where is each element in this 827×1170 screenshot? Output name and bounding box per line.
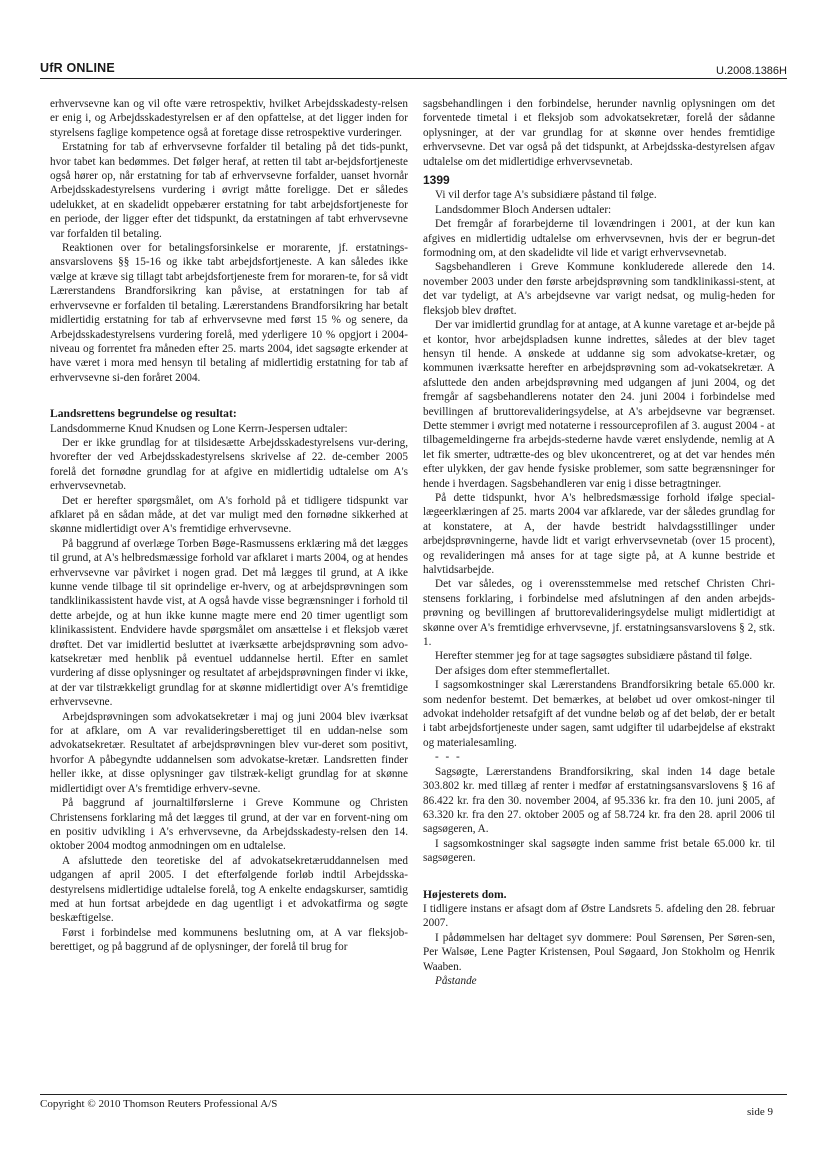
paragraph: I sagsomkostninger skal sagsøgte inden samme frist betale 65.000 kr. til sagsøgeren. (423, 837, 775, 865)
paragraph: Der er ikke grundlag for at tilsidesætte Arbejdsskadestyrelsens vur-dering, hvorefter der ved Arbejdsskadestyrelsens skrivelse af 22. de-cember 2005 forelå det fornødne grundlag for at afgive en midlertidig udtalelse om A's erhvervsevnetab. (50, 436, 408, 493)
paragraph: Der var imidlertid grundlag for at antage, at A kunne varetage et ar-bejde på et kontor, hvor arbejdspladsen kunne indrettes, således at der blev taget hensyn til hende. A ønskede at uddanne sig som advokatse-kretær, og kommunen iværksatte herefter en arbejdsprøvning som ad-vokatsekretær. A afsluttede den anden arbejdsprøvning med udgangen af juni 2004, og det fremgår af sagsbehandlerens notater den 24. juni 2004 i forbindelse med bevillingen af bruttorevalideringsydelse, at A's arbejdsevne var begrænset. Dette stemmer i øvrigt med notaterne i ressourceprofilen af 3. august 2004 - at tilbagemeldingerne fra arbejds-stederne havde været enslydende, nemlig at A let fik smerter, udtrætte-des og blev ukoncentreret, og at det var hendes mén efter ulykken, der gav hende fysiske problemer, som satte begrænsninger for hende i hverdagen. Sagsbehandleren var enig i disse betragtninger. (423, 319, 775, 490)
paragraph: Arbejdsprøvningen som advokatsekretær i maj og juni 2004 blev iværksat for at afklare, om A var revalideringsberettiget til en uddan-nelse som advokatsekretær. Resultatet af arbejdsprøvningen blev vur-deret som positivt, hvorfor A påbegyndte uddannelsen som advokatse-kretær. Landsretten finder heller ikke, at disse oplysninger gav tilstræk-keligt grundlag for at skønne midlertidigt over A's fremtidige erhverv-sevne. (50, 710, 408, 795)
paragraph: Først i forbindelse med kommunens beslutning om, at A var fleksjob-berettiget, og på baggrund af de oplysninger, der forelå til brug for (50, 926, 408, 954)
paragraph: På baggrund af overlæge Torben Bøge-Rasmussens erklæring må det lægges til grund, at A's helbredsmæssige forhold var afklaret i marts 2004, og at hendes erhvervsevne var påvirket i nogen grad. Det må lægges til grund, at A ikke kunne vende tilbage til sit oprindelige er-hverv, og at arbejdsprøvningen som tandklinikassistent havde vist, at A også havde visse begrænsninger i forhold til dette arbejde, og at hun ikke kunne magte mere end 20 timer ugentligt som klinikassistent. Endvidere havde spørgsmålet om ansættelse i et fleksjob været drøftet. Det var imidlertid besluttet at iværksætte arbejdsprøvning som advo-katsekretær med henblik på eventuel uddannelse hertil. Efter en samlet vurdering af disse oplysninger og resultatet af arbejdsprøvningen finder vi ikke, at der var tilstrækkeligt grundlag for at skønne midlertidigt over A's fremtidige erhvervsevne. (50, 537, 408, 709)
page-number: side 9 (747, 1106, 773, 1118)
page-footer (40, 1094, 787, 1118)
paragraph: sagsbehandlingen i den forbindelse, herunder navnlig oplysningen om det forventede timetal i et fleksjob som advokatsekretær, forelå der sådanne oplysninger, at der var grundlag for at skønne over hendes fremtidige erhvervsevne. Det var også på det tidspunkt, at Arbejdsska-destyrelsen afgav udtalelse om det midlertidige erhvervsevnetab. (423, 98, 775, 168)
paragraph: Det er herefter spørgsmålet, om A's forhold på et tidligere tidspunkt var afklaret på en sådan måde, at det var muligt med den fornødne sikkerhed at skønne midlertidigt over A's fremtidige erhvervsevne. (50, 494, 408, 536)
paragraph: Det var således, og i overensstemmelse med retschef Christen Chri-stensens forklaring, i forbindelse med afslutningen af den anden arbejds-prøvning og bevillingen af bruttorevalideringsydelse muligt midlertidigt at skønne over A's fremtidige erhvervsevne, jf. erstatningsansvarslovens § 2, stk. 1. (423, 578, 775, 649)
paragraph: Erstatning for tab af erhvervsevne forfalder til betaling på det tids-punkt, hvor tabet kan bedømmes. Det følger heraf, at retten til tabt ar-bejdsfortjeneste også hører op, når erstatning for tab af erhvervsevne forfalder, uanset hvornår Arbejdsskadestyrelsens vurdering i øvrigt måtte foreligge. Det er således udelukket, at en skadelidt oppebærer erstatning for tabt arbejdsfortjeneste for en periode, der ligger efter det tidspunkt, da erstatningen af tabt erhvervsevne var forfalden til betaling. (50, 141, 408, 240)
page-header (40, 56, 787, 79)
section-heading: Landsrettens begrundelse og resultat: (50, 407, 237, 421)
paragraph: På baggrund af journaltilførslerne i Greve Kommune og Christen Christensens forklaring må det lægges til grund, at der var en forvent-ning om en positiv udvikling i A's erhvervsevne, da Arbejdsskadesty-relsen den 14. oktober 2004 modtog anmodningen om en udtalelse. (50, 797, 408, 853)
paragraph: Herefter stemmer jeg for at tage sagsøgtes subsidiære påstand til følge. (435, 650, 753, 663)
left-column (50, 97, 408, 955)
publication-name: UfR ONLINE (40, 61, 115, 75)
paragraph: Landsdommer Bloch Andersen udtaler: (435, 203, 612, 216)
paragraph: Sagsøgte, Lærerstandens Brandforsikring, skal inden 14 dage betale 303.802 kr. med tillæg af renter i medfør af erstatningsansvarslovens § 16 af 86.422 kr. fra den 30. november 2004, af 95.336 kr. fra den 10. juni 2005, af 63.320 kr. fra den 27. oktober 2005 og af 58.724 kr. fra den 28. april 2006 til sagsøgeren, A. (423, 765, 775, 836)
paragraph: Sagsbehandleren i Greve Kommune konkluderede allerede den 14. november 2003 under den første arbejdsprøvning som tandklinikassi-stent, at det var tydeligt, at A's arbejdsevne var varigt nedsat, og mulig-heden for fleksjob blev drøftet. (423, 261, 775, 317)
paragraph: I pådømmelsen har deltaget syv dommere: Poul Sørensen, Per Søren-sen, Per Walsøe, Lene Pagter Kristensen, Poul Søgaard, Jon Stokholm og Henrik Waaben. (423, 931, 775, 973)
paragraph: Landsdommerne Knud Knudsen og Lone Kerrn-Jespersen udtaler: (50, 422, 348, 435)
right-column (423, 97, 775, 988)
paragraph: I tidligere instans er afsagt dom af Østre Landsrets 5. afdeling den 28. februar 2007. (423, 902, 775, 930)
paragraph: Det fremgår af forarbejderne til lovændringen i 2001, at der kun kan afgives en midlertidig udtalelse om erhvervsevnen, hvis der er begrun-det formodning om, at den skadelidte vil lide et varigt erhvervsevnetab. (423, 218, 775, 260)
paragraph: erhvervsevne kan og vil ofte være retrospektiv, hvilket Arbejdsskadesty-relsen er enig i, og Arbejdsskadestyrelsen er af den opfattelse, at det ligger inden for styrelsens faglige kompetence også at foretage disse retrospektive vurderinger. (50, 98, 408, 139)
paragraph: Der afsiges dom efter stemmeflertallet. (435, 664, 610, 677)
section-heading: Højesterets dom. (423, 887, 507, 901)
paragraph: A afsluttede den teoretiske del af advokatsekretæruddannelsen med udgangen af april 2005. I det efterfølgende forløb indtil Arbejdsska-destyrelsens midlertidige udtalelse forelå, tog A enkelte endagskurser, samtidig med at hun fortsat arbejdede en dag ugentligt i et advokatfirma og søgte beskæftigelse. (50, 854, 408, 925)
subheading-paastande: Påstande (435, 974, 477, 987)
page-marker: 1399 (423, 173, 450, 188)
paragraph: På dette tidspunkt, hvor A's helbredsmæssige forhold ifølge special-lægeerklæringen af 25. marts 2004 var afklarede, var der således grundlag for at konstatere, at A, der havde bestridt halvdagsstillinger under arbejdsprøvningerne, havde lidt et varigt erhvervsevnetab (over 15 procent), og revalideringen må anses for at tage sigte på, at A kunne bestride et halvtidsarbejde. (423, 491, 775, 576)
copyright-notice: Copyright © 2010 Thomson Reuters Professional A/S (40, 1098, 278, 1110)
paragraph: I sagsomkostninger skal Lærerstandens Brandforsikring betale 65.000 kr. som nedenfor bestemt. Det bemærkes, at beløbet ud over omkost-ninger til advokat indeholder retsafgift af det vundne beløb og af det beløb, der er betalt i tabt arbejdsfortjeneste under sagen, samt udgifter til udarbejdelse af ekstrakt og materialesamling. (423, 679, 775, 749)
paragraph: Vi vil derfor tage A's subsidiære påstand til følge. (435, 189, 657, 202)
paragraph: Reaktionen over for betalingsforsinkelse er morarente, jf. erstatnings-ansvarslovens §§ 15-16 og ikke tabt arbejdsfortjeneste. A kan således ikke vælge at kræve sig tillagt tabt arbejdsfortjeneste frem for moraren-te, for så vidt Lærerstandens Brandforsikring kan påvise, at erstatningen for tab af erhvervsevne er forfalden til betaling. Lærerstandens Brandforsikring har betalt midlertidig erstatning for tab af erhvervsevne med først 15 % og senere, da Arbejdsskadestyrelsens vurdering forelå, med yderligere 10 % opgjort i 2004-niveau og forrentet fra måneden efter 25. marts 2004, idet sagsøgte erkender at have været i mora med hensyn til betaling af midlertidig erstatning for tab af erhvervsevne si-den foråret 2004. (50, 242, 408, 384)
document-reference: U.2008.1386H (716, 65, 787, 77)
separator-dashes: - - - (435, 751, 462, 764)
